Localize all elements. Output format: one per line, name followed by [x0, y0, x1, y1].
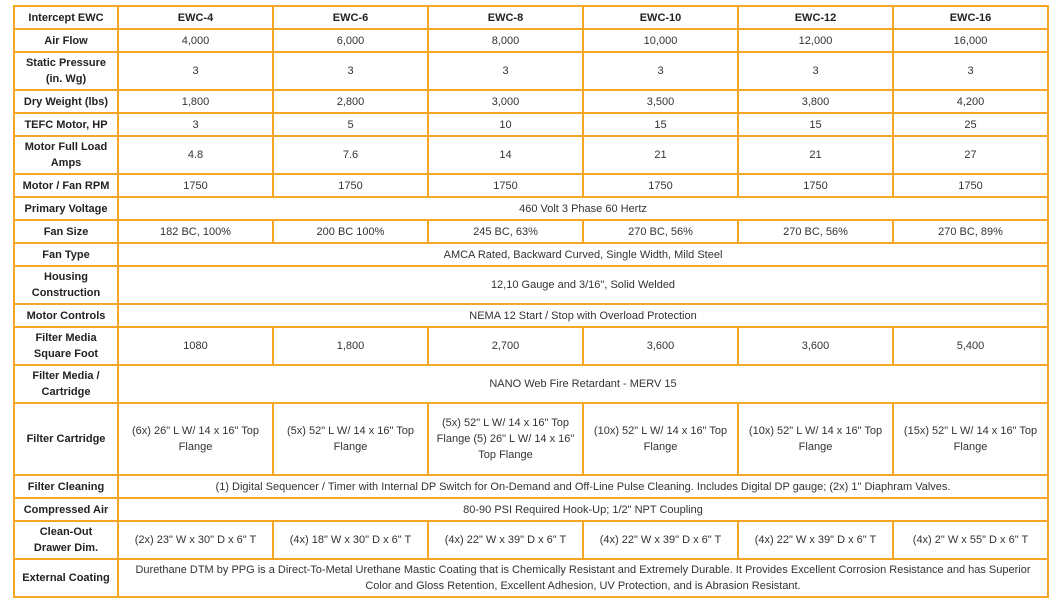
header-cell: EWC-8 — [429, 7, 584, 30]
table-cell: (4x) 2" W x 55" D x 6" T — [894, 522, 1049, 560]
table-cell: 21 — [584, 137, 739, 175]
row-label: Dry Weight (lbs) — [15, 91, 119, 114]
row-label: TEFC Motor, HP — [15, 114, 119, 137]
table-cell: (4x) 18" W x 30" D x 6" T — [274, 522, 429, 560]
table-cell: 245 BC, 63% — [429, 221, 584, 244]
table-header-row — [15, 7, 1049, 30]
table-row — [15, 53, 1049, 91]
table-cell: 10,000 — [584, 30, 739, 53]
table-cell: 3,600 — [584, 328, 739, 366]
table-cell: 6,000 — [274, 30, 429, 53]
table-cell: (5x) 52" L W/ 14 x 16" Top Flange (5) 26" L W/ 14 x 16" Top Flange — [429, 404, 584, 476]
table-cell: 3 — [274, 53, 429, 91]
table-cell: 1750 — [274, 175, 429, 198]
table-cell: 3 — [739, 53, 894, 91]
table-row — [15, 91, 1049, 114]
table-cell: (15x) 52" L W/ 14 x 16" Top Flange — [894, 404, 1049, 476]
row-label: Housing Construction — [15, 267, 119, 305]
table-cell: (4x) 22" W x 39" D x 6" T — [584, 522, 739, 560]
table-row — [15, 244, 1049, 267]
table-row — [15, 114, 1049, 137]
table-cell: 5 — [274, 114, 429, 137]
table-cell-span: 460 Volt 3 Phase 60 Hertz — [119, 198, 1049, 221]
table-cell: 1750 — [119, 175, 274, 198]
table-cell-span: NEMA 12 Start / Stop with Overload Protection — [119, 305, 1049, 328]
table-cell: 270 BC, 89% — [894, 221, 1049, 244]
table-cell-span: (1) Digital Sequencer / Timer with Internal DP Switch for On-Demand and Off-Line Pulse Cleaning. Includes Digital DP gauge; (2x) 1" Diaphram Valves. — [119, 476, 1049, 499]
table-row — [15, 267, 1049, 305]
table-cell: 12,000 — [739, 30, 894, 53]
row-label: Static Pressure (in. Wg) — [15, 53, 119, 91]
table-cell: 4,200 — [894, 91, 1049, 114]
table-cell: 3 — [119, 114, 274, 137]
row-label: Motor / Fan RPM — [15, 175, 119, 198]
table-row — [15, 404, 1049, 476]
table-cell-span: 80-90 PSI Required Hook-Up; 1/2" NPT Coupling — [119, 499, 1049, 522]
table-row — [15, 30, 1049, 53]
table-cell: 2,700 — [429, 328, 584, 366]
table-cell: 8,000 — [429, 30, 584, 53]
table-cell: 21 — [739, 137, 894, 175]
spec-table-container — [13, 5, 1049, 598]
table-cell: 25 — [894, 114, 1049, 137]
table-cell: (4x) 22" W x 39" D x 6" T — [739, 522, 894, 560]
header-cell: EWC-4 — [119, 7, 274, 30]
table-cell: (4x) 22" W x 39" D x 6" T — [429, 522, 584, 560]
table-cell: 15 — [584, 114, 739, 137]
table-row — [15, 328, 1049, 366]
table-cell: 3 — [894, 53, 1049, 91]
table-cell: 3,800 — [739, 91, 894, 114]
row-label: Motor Full Load Amps — [15, 137, 119, 175]
table-cell: 3 — [584, 53, 739, 91]
table-cell: 14 — [429, 137, 584, 175]
table-cell: (6x) 26" L W/ 14 x 16" Top Flange — [119, 404, 274, 476]
table-row — [15, 522, 1049, 560]
table-row — [15, 137, 1049, 175]
table-row — [15, 366, 1049, 404]
table-cell: 1750 — [584, 175, 739, 198]
table-cell: 16,000 — [894, 30, 1049, 53]
table-cell: 1,800 — [119, 91, 274, 114]
table-cell: 2,800 — [274, 91, 429, 114]
spec-table — [13, 5, 1049, 598]
table-row — [15, 198, 1049, 221]
table-cell: 3 — [119, 53, 274, 91]
table-cell: 3,500 — [584, 91, 739, 114]
table-row — [15, 560, 1049, 598]
table-cell: 270 BC, 56% — [739, 221, 894, 244]
table-cell: 3,000 — [429, 91, 584, 114]
header-cell: EWC-16 — [894, 7, 1049, 30]
header-cell: EWC-10 — [584, 7, 739, 30]
table-row — [15, 305, 1049, 328]
row-label: External Coating — [15, 560, 119, 598]
row-label: Filter Cleaning — [15, 476, 119, 499]
table-cell: (10x) 52" L W/ 14 x 16" Top Flange — [584, 404, 739, 476]
table-cell-span: 12,10 Gauge and 3/16", Solid Welded — [119, 267, 1049, 305]
table-cell: (2x) 23" W x 30" D x 6" T — [119, 522, 274, 560]
table-cell: 270 BC, 56% — [584, 221, 739, 244]
table-cell: 1750 — [739, 175, 894, 198]
table-cell: 7.6 — [274, 137, 429, 175]
table-row — [15, 221, 1049, 244]
table-cell: 1750 — [429, 175, 584, 198]
table-cell: 200 BC 100% — [274, 221, 429, 244]
table-cell: 1,800 — [274, 328, 429, 366]
row-label: Filter Cartridge — [15, 404, 119, 476]
table-cell-span: Durethane DTM by PPG is a Direct-To-Metal Urethane Mastic Coating that is Chemically Resistant and Extremely Durable. It Provides Excellent Corrosion Resistance and has Superior Color and Gloss Retention, Excellent Adhesion, UV Protection, and is Abrasion Resistant. — [119, 560, 1049, 598]
table-cell: 10 — [429, 114, 584, 137]
header-cell: Intercept EWC — [15, 7, 119, 30]
table-cell: 3,600 — [739, 328, 894, 366]
row-label: Fan Size — [15, 221, 119, 244]
table-cell: 27 — [894, 137, 1049, 175]
table-cell-span: AMCA Rated, Backward Curved, Single Width, Mild Steel — [119, 244, 1049, 267]
table-row — [15, 476, 1049, 499]
header-cell: EWC-6 — [274, 7, 429, 30]
table-row — [15, 175, 1049, 198]
row-label: Air Flow — [15, 30, 119, 53]
row-label: Fan Type — [15, 244, 119, 267]
table-cell: 4.8 — [119, 137, 274, 175]
table-cell: 182 BC, 100% — [119, 221, 274, 244]
table-cell: 1080 — [119, 328, 274, 366]
table-cell: 1750 — [894, 175, 1049, 198]
row-label: Primary Voltage — [15, 198, 119, 221]
table-row — [15, 499, 1049, 522]
row-label: Clean-Out Drawer Dim. — [15, 522, 119, 560]
table-cell: (5x) 52" L W/ 14 x 16" Top Flange — [274, 404, 429, 476]
row-label: Filter Media Square Foot — [15, 328, 119, 366]
table-cell-span: NANO Web Fire Retardant - MERV 15 — [119, 366, 1049, 404]
table-cell: 3 — [429, 53, 584, 91]
table-cell: 4,000 — [119, 30, 274, 53]
table-cell: 5,400 — [894, 328, 1049, 366]
table-cell: 15 — [739, 114, 894, 137]
row-label: Filter Media / Cartridge — [15, 366, 119, 404]
row-label: Compressed Air — [15, 499, 119, 522]
row-label: Motor Controls — [15, 305, 119, 328]
table-cell: (10x) 52" L W/ 14 x 16" Top Flange — [739, 404, 894, 476]
header-cell: EWC-12 — [739, 7, 894, 30]
